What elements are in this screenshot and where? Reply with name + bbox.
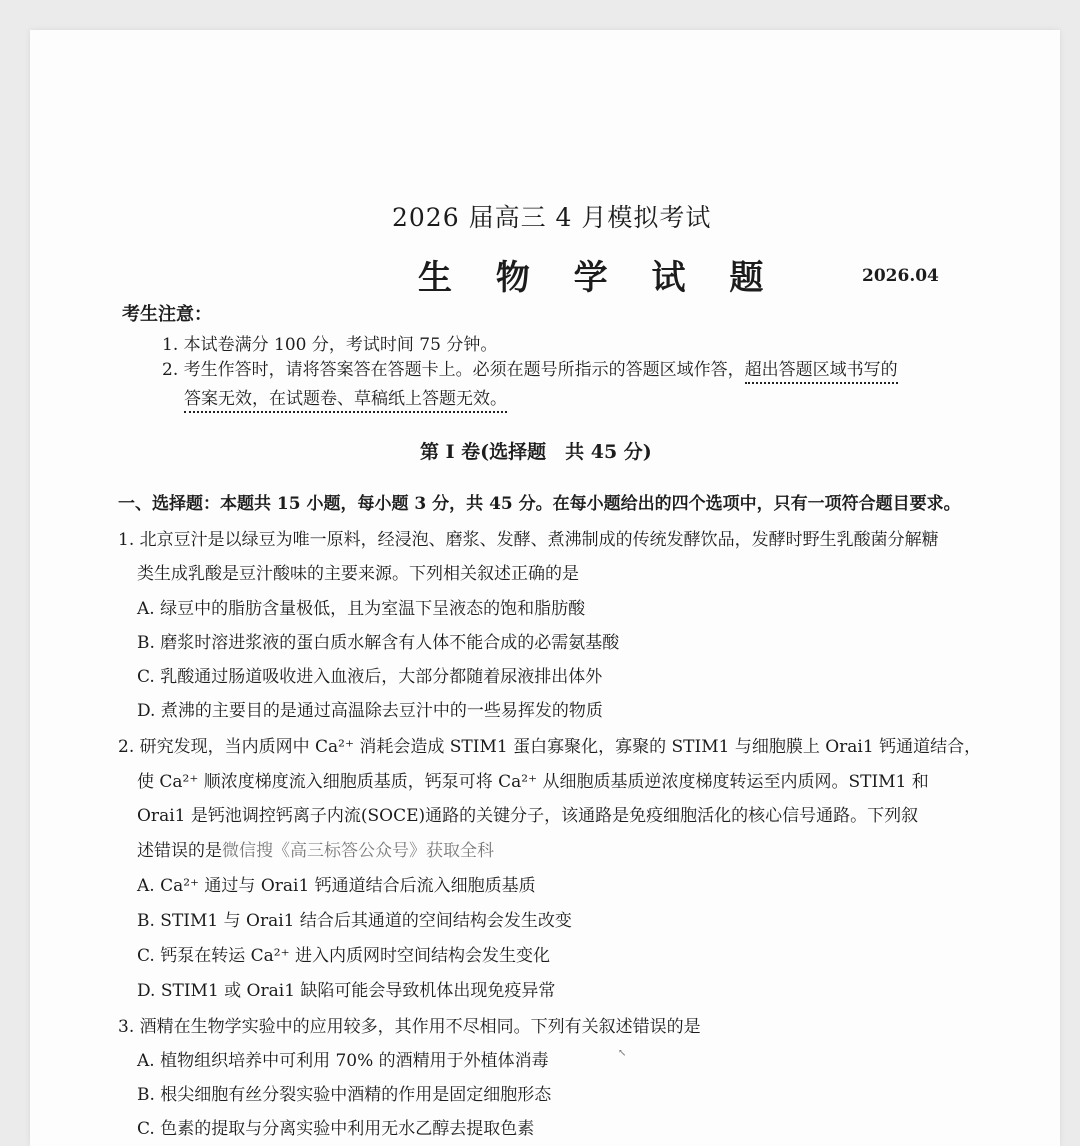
notice-item-2 xyxy=(162,355,898,380)
question-1-option-b: B. 磨浆时溶进浆液的蛋白质水解含有人体不能合成的必需氨基酸 xyxy=(137,633,620,653)
question-2-stem-line-4 xyxy=(137,836,494,861)
subject-title: 生 物 学 试 题 xyxy=(418,258,780,298)
notice-heading: 考生注意： xyxy=(122,304,212,325)
question-1-stem-line-2: 类生成乳酸是豆汁酸味的主要来源。下列相关叙述正确的是 xyxy=(137,564,579,584)
section-instruction: 一、选择题：本题共 15 小题，每小题 3 分，共 45 分。在每小题给出的四个选项中，只有一项符合题目要求。 xyxy=(118,494,961,514)
exam-title: 2026 届高三 4 月模拟考试 xyxy=(392,203,712,232)
notice-item-2-text: 2. 考生作答时，请将答案答在答题卡上。必须在题号所指示的答题区域作答， xyxy=(162,360,745,380)
question-1-option-d: D. 煮沸的主要目的是通过高温除去豆汁中的一些易挥发的物质 xyxy=(137,701,603,721)
question-3-stem-line-1: 3. 酒精在生物学实验中的应用较多，其作用不尽相同。下列有关叙述错误的是 xyxy=(118,1017,701,1037)
question-2-stem-line-3: Orai1 是钙池调控钙离子内流(SOCE)通路的关键分子，该通路是免疫细胞活化的核心信号通路。下列叙 xyxy=(137,806,919,826)
question-2-option-c: C. 钙泵在转运 Ca²⁺ 进入内质网时空间结构会发生变化 xyxy=(137,946,550,966)
question-2-option-b: B. STIM1 与 Orai1 结合后其通道的空间结构会发生改变 xyxy=(137,911,572,931)
section-title: 第 I 卷(选择题 共 45 分) xyxy=(420,441,652,463)
exam-date: 2026.04 xyxy=(862,266,939,286)
question-2-option-d: D. STIM1 或 Orai1 缺陷可能会导致机体出现免疫异常 xyxy=(137,981,556,1001)
notice-emphasis-a: 超出答题区域书写的 xyxy=(745,360,898,384)
question-1-option-c: C. 乳酸通过肠道吸收进入血液后，大部分都随着尿液排出体外 xyxy=(137,667,603,687)
notice-item-1: 1. 本试卷满分 100 分，考试时间 75 分钟。 xyxy=(162,335,498,355)
question-1-stem-line-1: 1. 北京豆汁是以绿豆为唯一原料，经浸泡、磨浆、发酵、煮沸制成的传统发酵饮品，发酵时野生乳酸菌分解糖 xyxy=(118,530,939,550)
question-2-stem-line-2: 使 Ca²⁺ 顺浓度梯度流入细胞质基质，钙泵可将 Ca²⁺ 从细胞质基质逆浓度梯度转运至内质网。STIM1 和 xyxy=(137,772,929,792)
mouse-cursor-icon: ↖ xyxy=(618,1048,627,1059)
question-2-stem-end: 述错误的是 xyxy=(137,841,222,861)
notice-item-2-cont xyxy=(184,384,507,409)
question-3-option-a: A. 植物组织培养中可利用 70% 的酒精用于外植体消毒 xyxy=(137,1051,549,1071)
question-3-option-c: C. 色素的提取与分离实验中利用无水乙醇去提取色素 xyxy=(137,1119,535,1139)
question-2-stem-line-1: 2. 研究发现，当内质网中 Ca²⁺ 消耗会造成 STIM1 蛋白寡聚化，寡聚的 STIM1 与细胞膜上 Orai1 钙通道结合， xyxy=(118,737,982,757)
notice-emphasis-b: 答案无效，在试题卷、草稿纸上答题无效。 xyxy=(184,389,507,413)
question-2-option-a: A. Ca²⁺ 通过与 Orai1 钙通道结合后流入细胞质基质 xyxy=(137,876,536,896)
watermark-text: 微信搜《高三标答公众号》获取全科 xyxy=(222,841,494,861)
question-3-option-b: B. 根尖细胞有丝分裂实验中酒精的作用是固定细胞形态 xyxy=(137,1085,552,1105)
question-1-option-a: A. 绿豆中的脂肪含量极低，且为室温下呈液态的饱和脂肪酸 xyxy=(137,599,586,619)
